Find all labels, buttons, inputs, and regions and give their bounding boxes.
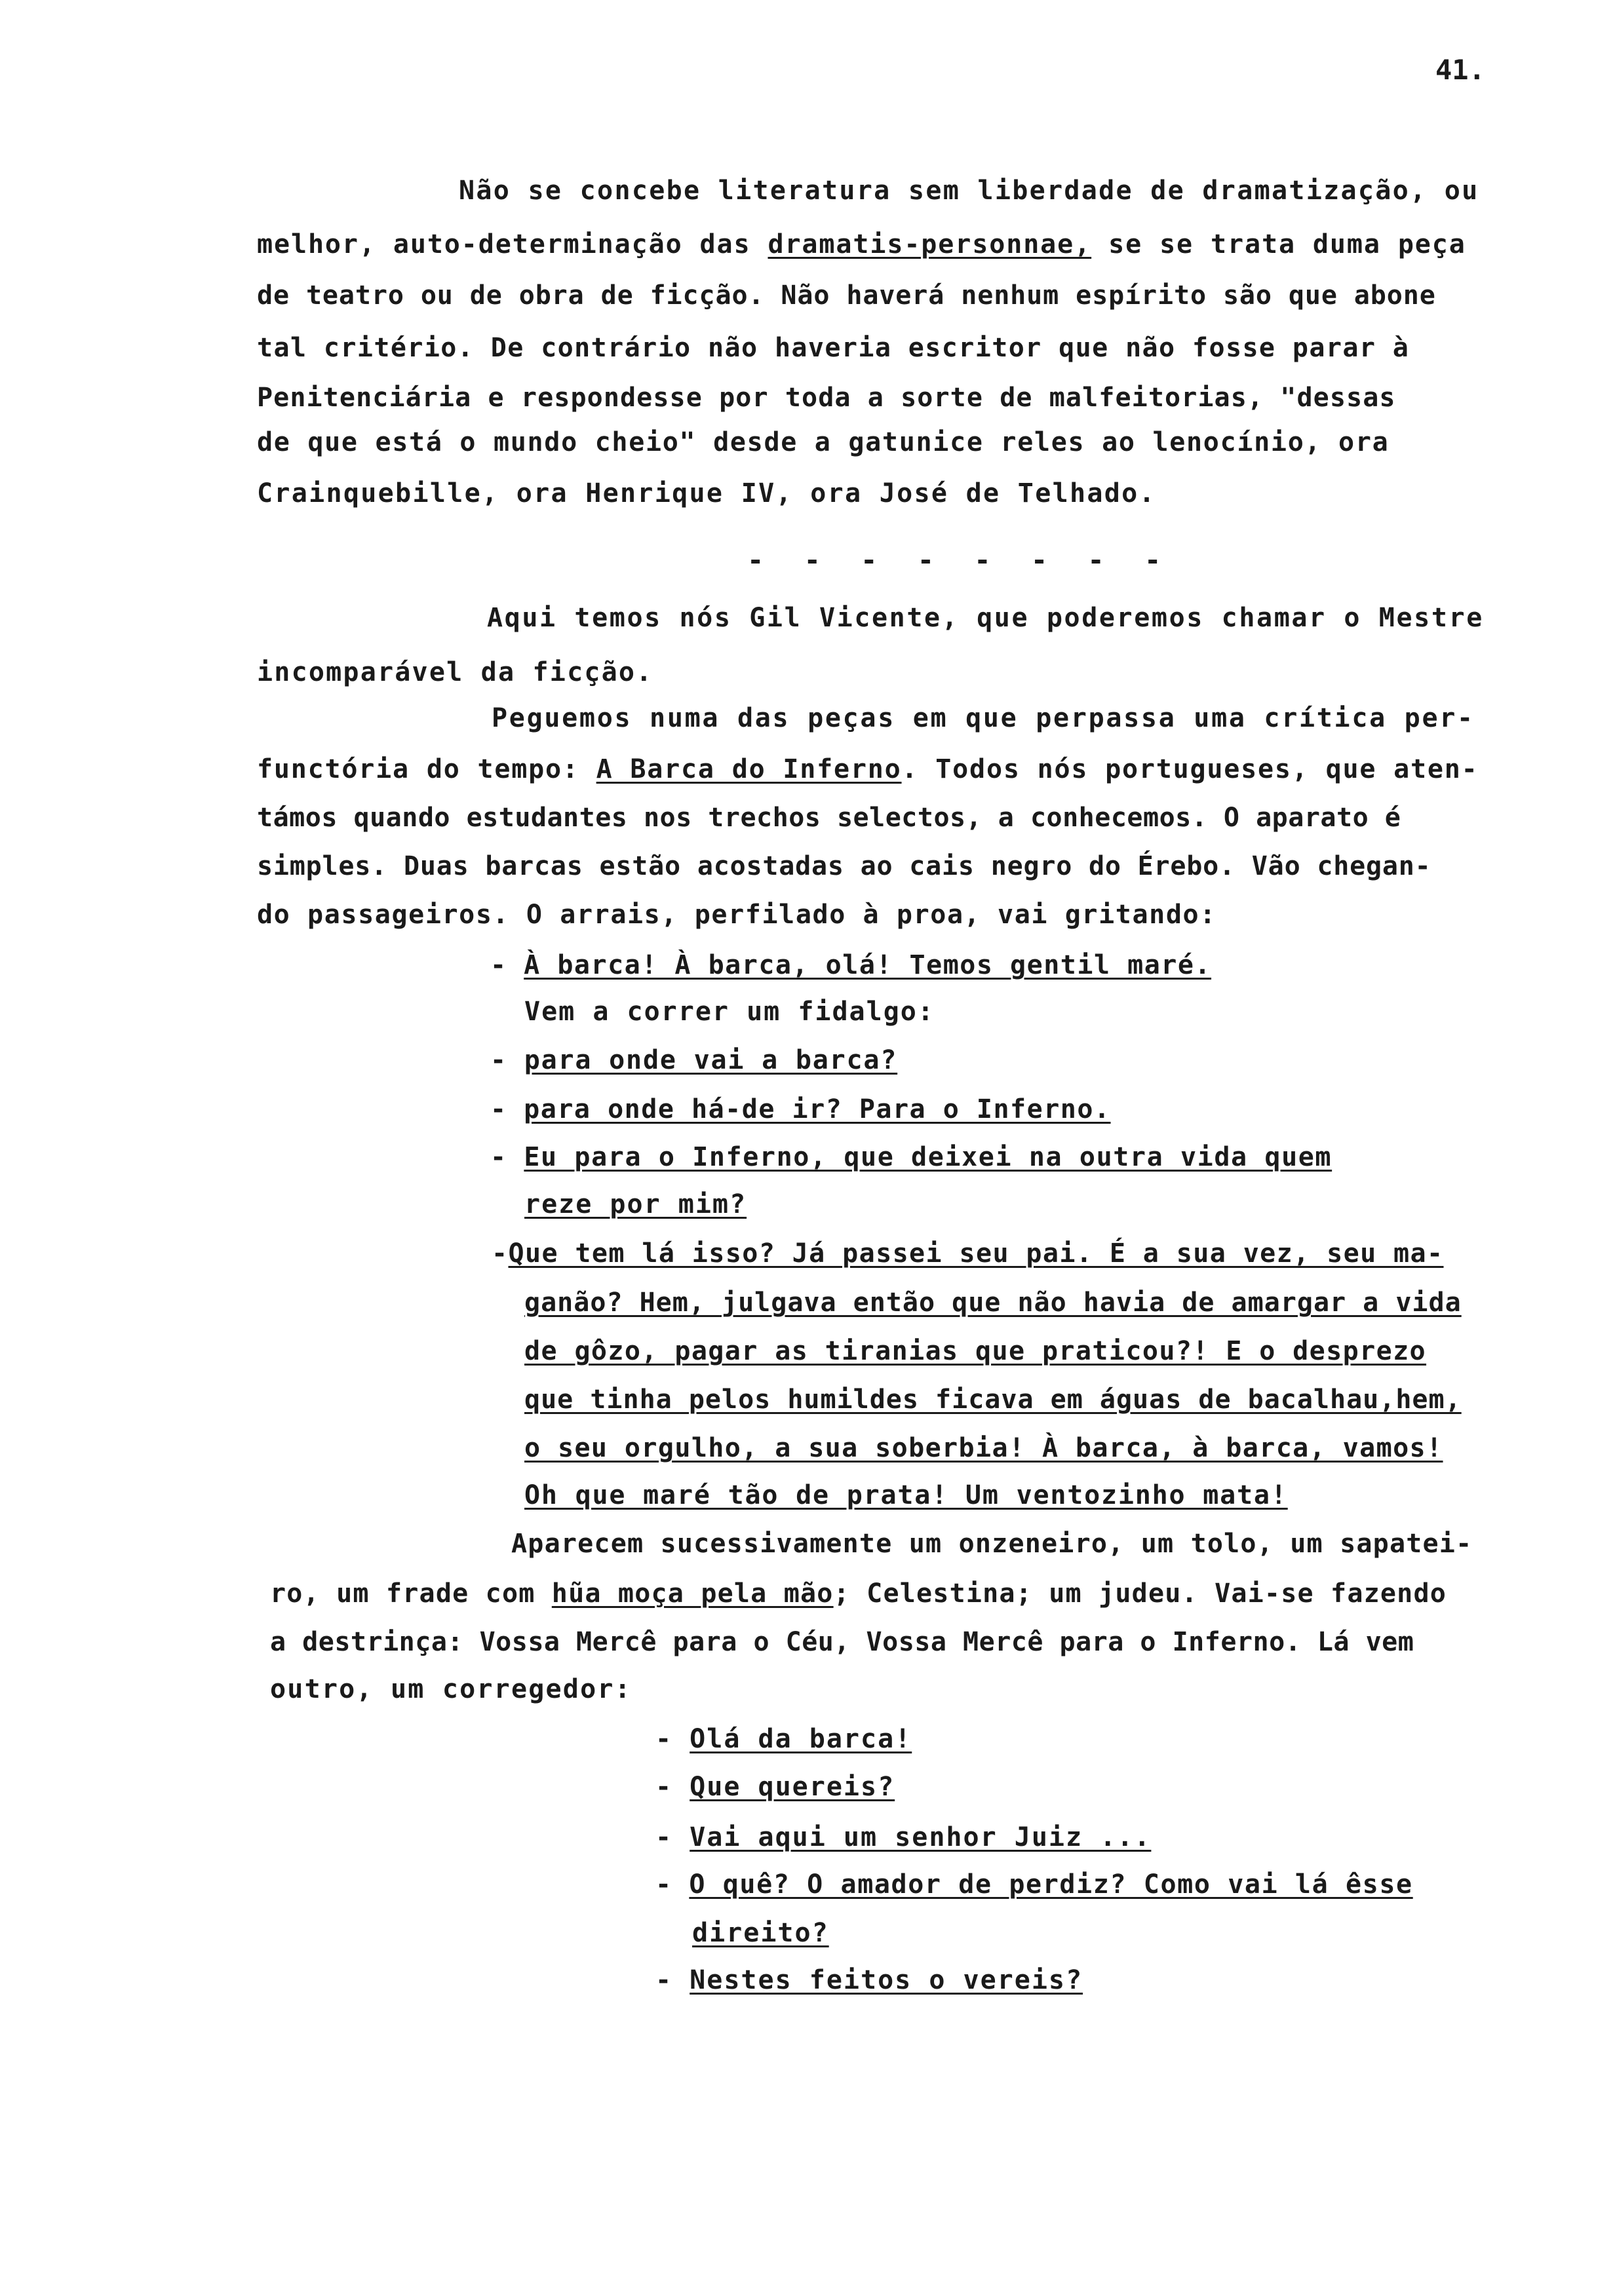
text-segment: . Todos nós portugueses, que aten- [901, 754, 1479, 784]
text-line: simples. Duas barcas estão acostadas ao cais negro do Érebo. Vão chegan- [257, 851, 1431, 881]
dialogue-line [655, 1722, 912, 1756]
underlined-phrase: hũa moça pela mão [551, 1578, 834, 1609]
dialogue-text: Que quereis? [690, 1772, 895, 1802]
dialogue-text: o seu orgulho, a sua soberbia! À barca, à barca, vamos! [524, 1433, 1443, 1463]
dialogue-text: Nestes feitos o vereis? [690, 1965, 1083, 1995]
dialogue-text: Oh que maré tão de prata! Um ventozinho mata! [524, 1480, 1288, 1510]
dialogue-line [524, 1431, 1443, 1465]
dialogue-text: para onde vai a barca? [524, 1045, 898, 1075]
dash: - [490, 1045, 524, 1075]
page-number: 41. [1435, 54, 1485, 86]
text-line: a destrinça: Vossa Mercê para o Céu, Vossa Mercê para o Inferno. Lá vem [270, 1627, 1414, 1657]
dialogue-text: ganão? Hem, julgava então que não havia de amargar a vida [524, 1288, 1462, 1318]
dialogue-line [490, 1140, 1332, 1174]
dialogue-text: Eu para o Inferno, que deixei na outra vida quem [524, 1142, 1333, 1172]
text-segment: melhor, auto-determinação das [257, 229, 768, 259]
dialogue-line [490, 1092, 1111, 1126]
dialogue-line [692, 1916, 829, 1950]
dialogue-text: Vai aqui um senhor Juiz ... [690, 1822, 1152, 1852]
text-line: Peguemos numa das peças em que perpassa uma crítica per- [492, 703, 1475, 733]
dash: - [655, 1869, 690, 1900]
text-line: do passageiros. O arrais, perfilado à proa, vai gritando: [257, 900, 1216, 930]
dash: - [490, 1142, 524, 1172]
dialogue-line [524, 1383, 1462, 1417]
dialogue-line [655, 1820, 1151, 1854]
text-segment: functória do tempo: [257, 754, 596, 784]
dialogue-line [490, 1043, 897, 1077]
text-segment: ; Celestina; um judeu. Vai-se fazendo [833, 1578, 1447, 1609]
dash: - [490, 1094, 524, 1124]
narration-line: Vem a correr um fidalgo: [524, 997, 935, 1027]
dialogue-text: Olá da barca! [690, 1724, 912, 1754]
text-line: Crainquebille, ora Henrique IV, ora José de Telhado. [257, 478, 1156, 508]
dialogue-line [524, 1334, 1426, 1368]
text-line [257, 227, 1466, 261]
dialogue-text: reze por mim? [524, 1189, 747, 1219]
text-line: de teatro ou de obra de ficção. Não haverá nenhum espírito são que abone [257, 280, 1436, 311]
dialogue-line [655, 1770, 895, 1804]
dash: - [655, 1724, 690, 1754]
dialogue-line [524, 1478, 1288, 1512]
dash: - [655, 1965, 690, 1995]
dialogue-text: À barca! À barca, olá! Temos gentil maré. [524, 950, 1212, 980]
text-line: outro, um corregedor: [270, 1674, 632, 1704]
dialogue-text: para onde há-de ir? Para o Inferno. [524, 1094, 1111, 1124]
dialogue-text: direito? [692, 1918, 829, 1948]
dialogue-line [492, 1236, 1443, 1271]
dialogue-line [524, 1187, 747, 1221]
dialogue-line [490, 948, 1211, 982]
dialogue-text: que tinha pelos humildes ficava em águas de bacalhau,hem, [524, 1385, 1462, 1415]
dialogue-line [524, 1286, 1462, 1320]
dash: - [490, 950, 524, 980]
text-line: tal critério. De contrário não haveria escritor que não fosse parar à [257, 333, 1410, 363]
text-line: Aqui temos nós Gil Vicente, que poderemos chamar o Mestre [487, 603, 1484, 633]
underlined-term: dramatis-personnae, [768, 229, 1092, 259]
text-line [257, 752, 1479, 786]
dialogue-line [655, 1867, 1413, 1902]
text-line: Penitenciária e respondesse por toda a sorte de malfeitorias, "dessas [257, 383, 1396, 413]
dash: - [655, 1822, 690, 1852]
dash: - [492, 1238, 509, 1269]
text-line: de que está o mundo cheio" desde a gatunice reles ao lenocínio, ora [257, 427, 1390, 457]
text-line: Não se concebe literatura sem liberdade de dramatização, ou [459, 176, 1479, 206]
dialogue-line [655, 1963, 1083, 1997]
dialogue-text: Que tem lá isso? Já passei seu pai. É a sua vez, seu ma- [508, 1238, 1444, 1269]
play-title: A Barca do Inferno [596, 754, 902, 784]
text-line: támos quando estudantes nos trechos selectos, a conhecemos. O aparato é [257, 803, 1401, 833]
dialogue-text: O quê? O amador de perdiz? Como vai lá êsse [689, 1869, 1413, 1900]
text-line: Aparecem sucessivamente um onzeneiro, um tolo, um sapatei- [511, 1529, 1473, 1559]
text-segment: ro, um frade com [270, 1578, 552, 1609]
text-line: incomparável da ficção. [257, 657, 653, 687]
section-separator: - - - - - - - - [747, 544, 1173, 576]
text-segment: se se trata duma peça [1091, 229, 1466, 259]
dash: - [655, 1772, 690, 1802]
text-line [270, 1577, 1447, 1611]
dialogue-text: de gôzo, pagar as tiranias que praticou?! E o desprezo [524, 1336, 1427, 1366]
